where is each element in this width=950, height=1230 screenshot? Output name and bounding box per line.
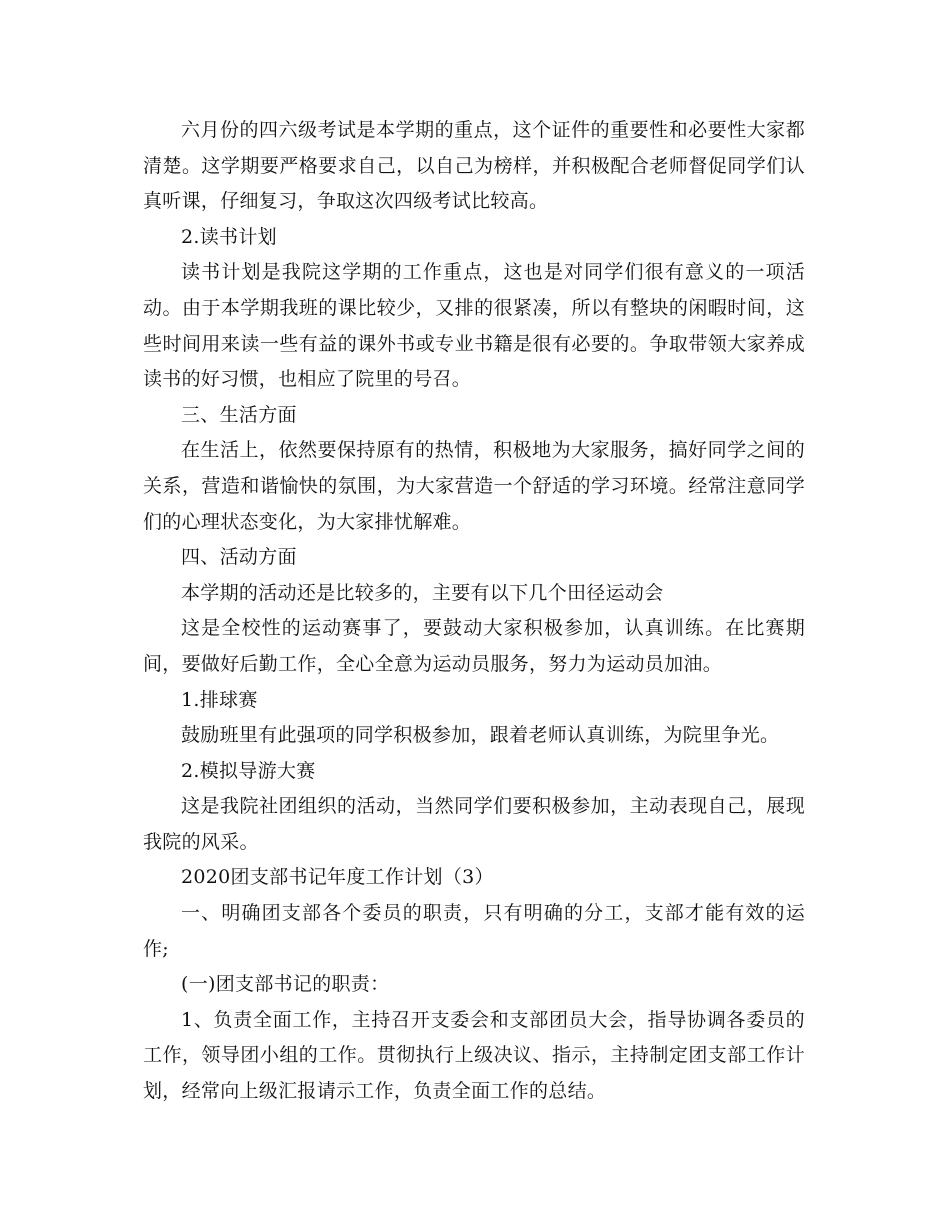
section-heading: 2.读书计划: [181, 225, 277, 248]
paragraph: 鼓励班里有此强项的同学积极参加，跟着老师认真训练，为院里争光。: [181, 724, 780, 747]
section-heading: 1.排球赛: [181, 688, 258, 711]
paragraph: 六月份的四六级考试是本学期的重点，这个证件的重要性和必要性大家都清楚。这学期要严格要求自己，以自己为榜样，并积极配合老师督促同学们认真听课，仔细复习，争取这次四级考试比较高。: [143, 119, 805, 213]
paragraph: 在生活上，依然要保持原有的热情，积极地为大家服务，搞好同学之间的关系，营造和谐愉快的氛围，为大家营造一个舒适的学习环境。经常注意同学们的心理状态变化，为大家排忧解难。: [143, 439, 805, 533]
paragraph: 这是全校性的运动赛事了，要鼓动大家积极参加，认真训练。在比赛期间，要做好后勤工作，全心全意为运动员服务，努力为运动员加油。: [143, 617, 805, 675]
paragraph: 这是我院社团组织的活动，当然同学们要积极参加，主动表现自己，展现我院的风采。: [143, 795, 805, 853]
paragraph: 1、负责全面工作，主持召开支委会和支部团员大会，指导协调各委员的工作，领导团小组的工作。贯彻执行上级决议、指示，主持制定团支部工作计划，经常向上级汇报请示工作，负责全面工作的总结。: [143, 1008, 805, 1103]
section-heading: 三、生活方面: [181, 403, 297, 426]
paragraph: 读书计划是我院这学期的工作重点，这也是对同学们很有意义的一项活动。由于本学期我班的课比较少，又排的很紧凑，所以有整块的闲暇时间，这些时间用来读一些有益的课外书或专业书籍是很有必要的。争取带领大家养成读书的好习惯，也相应了院里的号召。: [143, 261, 805, 391]
document-body: [143, 113, 805, 1110]
section-heading: 2.模拟导游大赛: [181, 759, 316, 782]
document-title: 2020团支部书记年度工作计划（3）: [181, 866, 494, 889]
section-heading: 一、明确团支部各个委员的职责，只有明确的分工，支部才能有效的运作;: [143, 902, 805, 960]
section-heading: 四、活动方面: [181, 546, 297, 569]
section-heading: (一)团支部书记的职责：: [181, 973, 390, 996]
paragraph: 本学期的活动还是比较多的，主要有以下几个田径运动会: [181, 581, 664, 604]
